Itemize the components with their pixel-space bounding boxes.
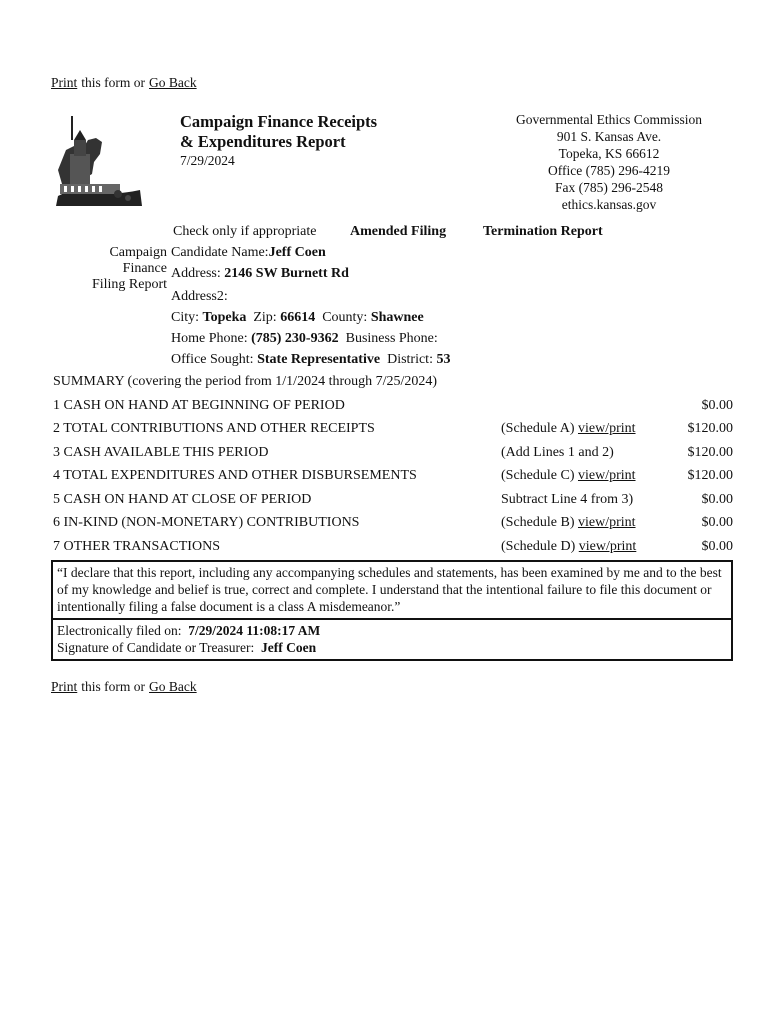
summary-table	[53, 394, 733, 559]
nav-text: this form or	[81, 679, 146, 694]
summary-row-amount: $120.00	[687, 444, 733, 460]
address2-label: Address2:	[171, 289, 228, 304]
line-number: 1	[53, 397, 60, 413]
filed-row	[57, 622, 727, 639]
summary-row-schedule	[501, 535, 673, 559]
agency-line: Topeka, KS 66612	[558, 146, 660, 161]
agency-line: ethics.kansas.gov	[561, 197, 657, 212]
print-link[interactable]: Print	[51, 75, 78, 90]
line-label: TOTAL EXPENDITURES AND OTHER DISBURSEMENTS	[63, 468, 417, 484]
go-back-link[interactable]: Go Back	[149, 679, 197, 694]
summary-row-label	[53, 535, 501, 559]
address-label: Address:	[171, 266, 221, 281]
agency-line: 901 S. Kansas Ave.	[556, 129, 662, 144]
summary-row-amount: $0.00	[701, 515, 733, 531]
check-label: Check only if appropriate	[173, 224, 317, 239]
city-value: Topeka	[202, 310, 247, 325]
home-phone-label: Home Phone:	[171, 331, 248, 346]
print-link[interactable]: Print	[51, 679, 78, 694]
summary-row-label	[53, 394, 501, 418]
report-title-line1: Campaign Finance Receipts	[180, 112, 378, 131]
summary-row-schedule	[501, 418, 673, 442]
candidate-name-row	[171, 242, 450, 263]
schedule-note: Subtract Line 4 from 3)	[501, 491, 634, 507]
check-row	[173, 221, 316, 242]
bottom-nav	[51, 679, 197, 695]
amended-filing-label: Amended Filing	[350, 224, 447, 239]
summary-row	[53, 418, 733, 442]
summary-row-label	[53, 512, 501, 536]
top-nav	[51, 75, 197, 91]
schedule-note: (Schedule A)	[501, 421, 575, 437]
address-value: 2146 SW Burnett Rd	[224, 266, 349, 281]
signature-row	[57, 639, 727, 656]
summary-row-schedule	[501, 488, 673, 512]
agency-line: Office (785) 296-4219	[548, 163, 670, 178]
home-phone-value: (785) 230-9362	[251, 331, 339, 346]
view-print-link[interactable]: view/print	[578, 538, 637, 554]
summary-row-label	[53, 418, 501, 442]
summary-row	[53, 465, 733, 489]
agency-line: Fax (785) 296-2548	[555, 180, 663, 195]
office-row	[171, 349, 450, 370]
view-print-link[interactable]: view/print	[577, 468, 636, 484]
summary-row	[53, 394, 733, 418]
city-row	[171, 307, 450, 328]
line-number: 7	[53, 538, 60, 554]
business-phone-label: Business Phone:	[345, 331, 438, 346]
report-title-block	[180, 112, 377, 169]
district-value: 53	[436, 352, 451, 367]
declaration-text: “I declare that this report, including any accompanying schedules and statements, has been examined by me and to the best of my knowledge and belief is true, correct and complete. I understand that the intentional failure to file this document or intentionally filing a false document is a class A misdemeanor.”	[57, 565, 722, 614]
side-label-line: Finance	[122, 261, 167, 276]
summary-row-schedule	[501, 441, 673, 465]
summary-row-amount: $120.00	[687, 468, 733, 484]
zip-label: Zip:	[253, 310, 277, 325]
line-label: OTHER TRANSACTIONS	[63, 538, 220, 554]
line-number: 5	[53, 491, 60, 507]
signature-value: Jeff Coen	[260, 640, 317, 655]
line-label: CASH AVAILABLE THIS PERIOD	[63, 444, 269, 460]
summary-row-schedule	[501, 465, 673, 489]
zip-value: 66614	[280, 310, 316, 325]
report-date: 7/29/2024	[180, 153, 235, 168]
summary-row-label	[53, 488, 501, 512]
agency-line: Governmental Ethics Commission	[516, 112, 702, 127]
office-label: Office Sought:	[171, 352, 254, 367]
view-print-link[interactable]: view/print	[577, 421, 636, 437]
office-value: State Representative	[257, 352, 381, 367]
candidate-name-label: Candidate Name:	[171, 245, 269, 260]
line-label: TOTAL CONTRIBUTIONS AND OTHER RECEIPTS	[63, 421, 375, 437]
line-label: CASH ON HAND AT BEGINNING OF PERIOD	[63, 397, 345, 413]
schedule-note: (Add Lines 1 and 2)	[501, 444, 614, 460]
termination-report-label: Termination Report	[483, 224, 603, 239]
view-print-link[interactable]: view/print	[577, 515, 636, 531]
schedule-note: (Schedule D)	[501, 538, 576, 554]
line-number: 4	[53, 468, 60, 484]
line-label: IN-KIND (NON-MONETARY) CONTRIBUTIONS	[63, 515, 360, 531]
agency-address-block	[494, 111, 724, 213]
address-row	[171, 263, 450, 284]
signature-box	[51, 620, 733, 661]
summary-row-amount: $0.00	[701, 538, 733, 554]
summary-row	[53, 535, 733, 559]
nav-text: this form or	[81, 75, 146, 90]
report-title-line2: & Expenditures Report	[180, 132, 346, 151]
summary-row-amount: $0.00	[701, 397, 733, 413]
county-value: Shawnee	[370, 310, 424, 325]
city-label: City:	[171, 310, 200, 325]
phone-row	[171, 328, 450, 349]
candidate-name: Jeff Coen	[268, 245, 326, 260]
campaign-finance-side-label	[52, 245, 167, 293]
candidate-info	[171, 242, 450, 370]
summary-row-schedule	[501, 512, 673, 536]
kansas-capitol-seal-icon	[52, 110, 148, 210]
line-number: 2	[53, 421, 60, 437]
summary-row	[53, 488, 733, 512]
go-back-link[interactable]: Go Back	[149, 75, 197, 90]
side-label-line: Campaign	[109, 245, 167, 260]
filed-label: Electronically filed on:	[57, 623, 182, 638]
summary-row	[53, 512, 733, 536]
summary-row-amount: $0.00	[701, 491, 733, 507]
summary-row-schedule	[501, 394, 673, 418]
line-label: CASH ON HAND AT CLOSE OF PERIOD	[63, 491, 312, 507]
summary-title: SUMMARY (covering the period from 1/1/2024 through 7/25/2024)	[53, 374, 438, 389]
summary-row-label	[53, 465, 501, 489]
line-number: 6	[53, 515, 60, 531]
county-label: County:	[322, 310, 368, 325]
declaration-box	[51, 560, 733, 620]
summary-row-label	[53, 441, 501, 465]
side-label-line: Filing Report	[91, 277, 167, 292]
summary-row-amount: $120.00	[687, 421, 733, 437]
schedule-note: (Schedule C)	[501, 468, 575, 484]
filed-value: 7/29/2024 11:08:17 AM	[188, 623, 321, 638]
line-number: 3	[53, 444, 60, 460]
address2-row	[171, 286, 450, 307]
summary-row	[53, 441, 733, 465]
signature-label: Signature of Candidate or Treasurer:	[57, 640, 255, 655]
schedule-note: (Schedule B)	[501, 515, 575, 531]
district-label: District:	[387, 352, 433, 367]
